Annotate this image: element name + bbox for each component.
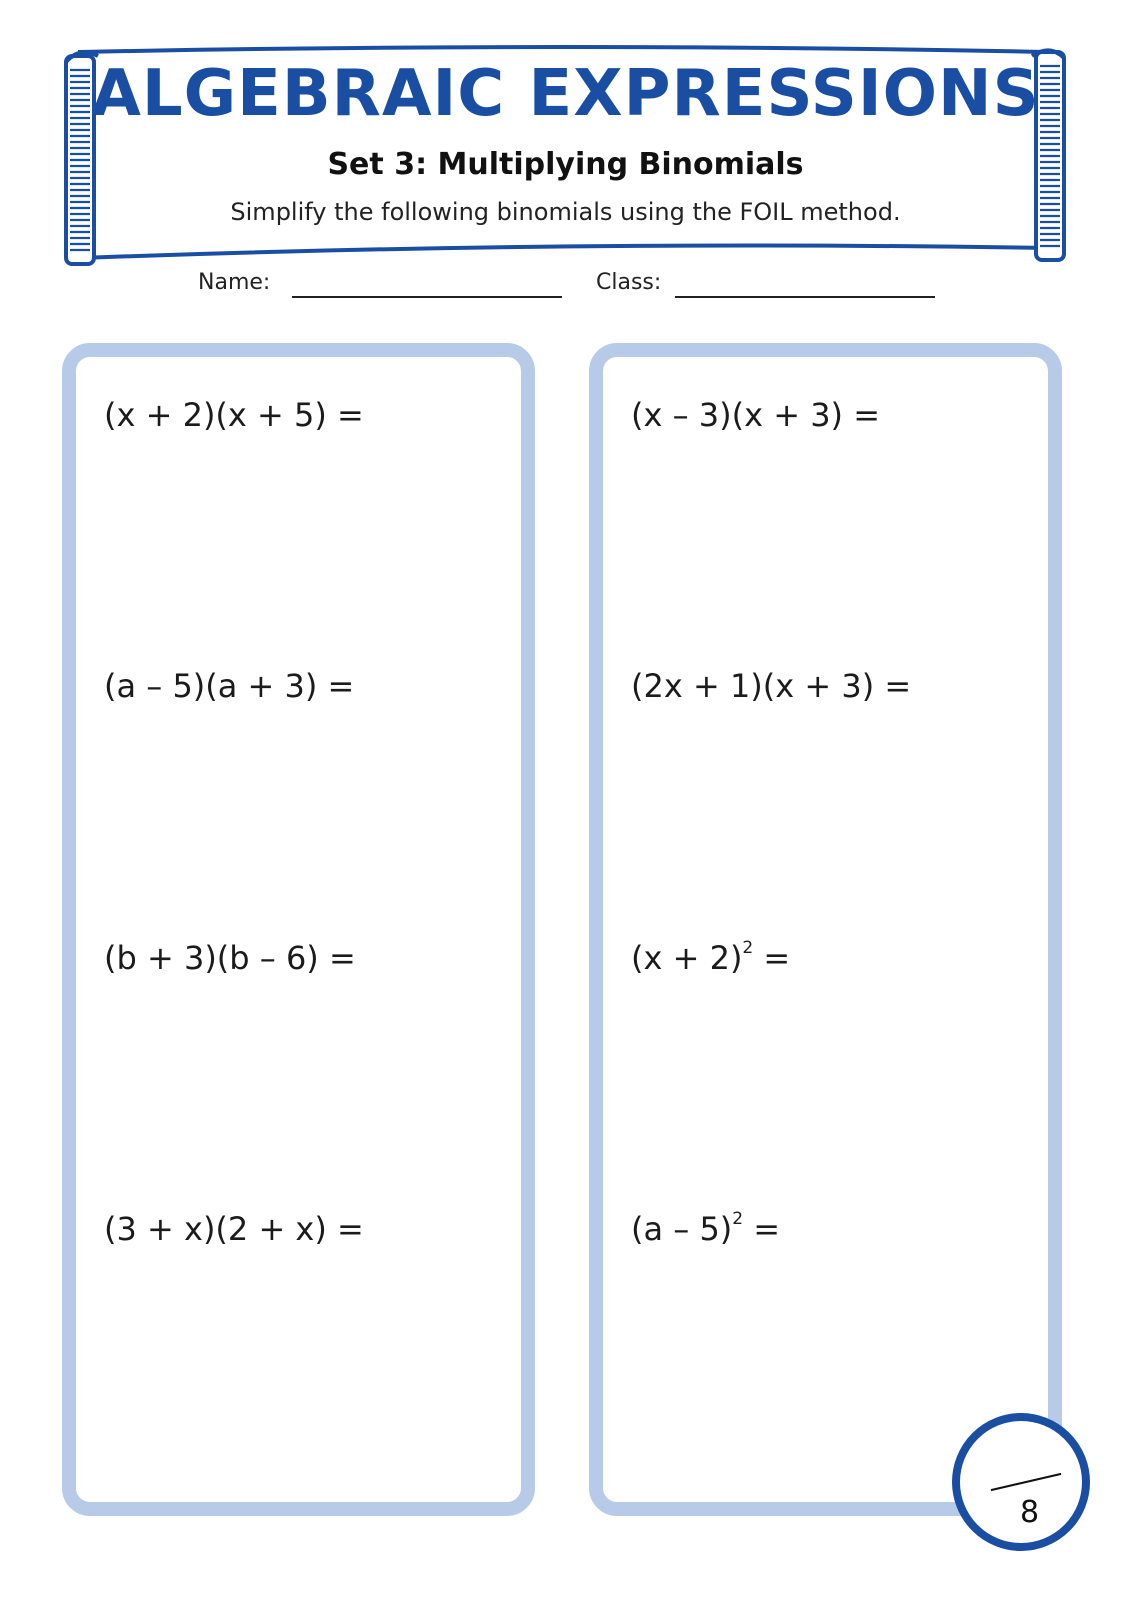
score-badge: [952, 1413, 1090, 1551]
problem-6: (2x + 1)(x + 3) =: [631, 667, 912, 705]
name-field-line[interactable]: [292, 296, 562, 298]
problem-4: (3 + x)(2 + x) =: [104, 1210, 364, 1248]
problem-8: [631, 1209, 781, 1248]
class-label: Class:: [596, 270, 662, 295]
worksheet-title: ALGEBRAIC EXPRESSIONS: [91, 57, 1040, 131]
problem-5: (x – 3)(x + 3) =: [631, 396, 881, 434]
problem-panel-right: [589, 343, 1062, 1516]
problem-7-exponent: 2: [742, 938, 754, 959]
problem-2: (a – 5)(a + 3) =: [104, 667, 355, 705]
class-field-line[interactable]: [675, 296, 935, 298]
score-total: 8: [1020, 1495, 1040, 1530]
problem-8-exponent: 2: [732, 1209, 744, 1230]
problem-3: (b + 3)(b – 6) =: [104, 939, 356, 977]
worksheet-instructions: Simplify the following binomials using the FOIL method.: [230, 198, 901, 226]
problem-8-equals: =: [743, 1210, 781, 1248]
problem-panel-left: [62, 343, 535, 1516]
worksheet-subtitle: Set 3: Multiplying Binomials: [327, 147, 804, 182]
problem-7: [631, 938, 791, 977]
score-slash: [991, 1473, 1062, 1491]
problem-7-equals: =: [753, 939, 791, 977]
name-label: Name:: [198, 270, 271, 295]
banner-scroll: [0, 0, 1131, 290]
problem-8-base: (a – 5): [631, 1210, 733, 1248]
problem-1: (x + 2)(x + 5) =: [104, 396, 364, 434]
problem-7-base: (x + 2): [631, 939, 743, 977]
